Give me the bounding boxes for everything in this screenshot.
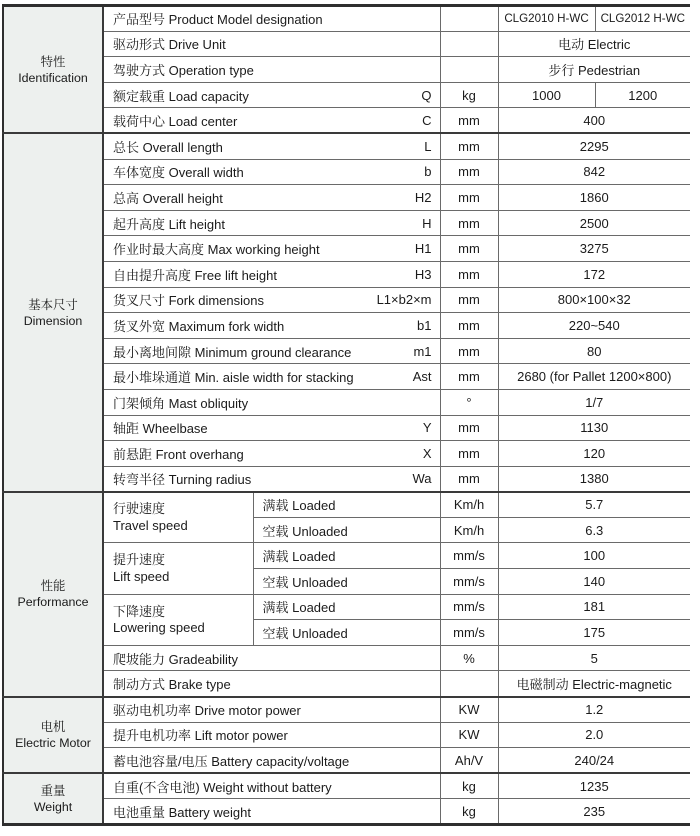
param-name-cell <box>103 287 440 313</box>
load-state-cell: 满载 Loaded <box>253 543 440 569</box>
param-group-lowering-speed <box>103 594 253 645</box>
unit-cell: % <box>440 645 498 671</box>
param-name-cell <box>103 236 440 262</box>
param-label: 货叉尺寸 Fork dimensions <box>113 293 264 309</box>
table-row <box>3 133 690 159</box>
section-label-en: Weight <box>33 799 73 814</box>
table-row <box>3 6 690 32</box>
table-row <box>3 57 690 83</box>
param-label: 驱动电机功率 Drive motor power <box>113 703 301 719</box>
unit-cell: mm <box>440 313 498 339</box>
value-cell: 2.0 <box>498 722 690 748</box>
param-name-cell <box>103 6 440 32</box>
param-name-cell <box>103 645 440 671</box>
unit-cell: mm <box>440 364 498 390</box>
param-symbol: m1 <box>413 343 432 359</box>
unit-cell: kg <box>440 773 498 799</box>
param-symbol: Ast <box>412 369 432 385</box>
param-label: 作业时最大高度 Max working height <box>113 242 320 258</box>
param-name-cell <box>103 722 440 748</box>
section-label-en: Identification <box>18 70 88 85</box>
param-name-cell <box>103 185 440 211</box>
unit-cell <box>440 671 498 697</box>
param-symbol: Y <box>422 420 432 436</box>
unit-cell: mm <box>440 185 498 211</box>
param-symbol: C <box>422 112 432 128</box>
param-group-travel-speed <box>103 492 253 543</box>
param-name-cell <box>103 133 440 159</box>
value-cell: 120 <box>498 441 690 467</box>
value-cell: 235 <box>498 799 690 825</box>
value-cell: 220~540 <box>498 313 690 339</box>
value-cell: 1130 <box>498 415 690 441</box>
unit-cell: mm <box>440 133 498 159</box>
table-row <box>3 594 690 620</box>
param-symbol: H1 <box>414 241 432 257</box>
section-label-en: Electric Motor <box>15 735 91 750</box>
unit-cell: mm <box>440 441 498 467</box>
param-name-cell <box>103 697 440 723</box>
unit-cell: mm/s <box>440 620 498 646</box>
table-row <box>3 31 690 57</box>
load-state-cell: 满载 Loaded <box>253 594 440 620</box>
param-label: 最小离地间隙 Minimum ground clearance <box>113 344 352 360</box>
group-label-en: Travel speed <box>113 517 188 533</box>
value-cell: 100 <box>498 543 690 569</box>
unit-cell: mm <box>440 466 498 492</box>
param-group-lift-speed <box>103 543 253 594</box>
value-cell: 172 <box>498 261 690 287</box>
table-row <box>3 159 690 185</box>
unit-cell: kg <box>440 82 498 108</box>
value-cell-capacity-1: 1000 <box>498 82 595 108</box>
table-row <box>3 645 690 671</box>
unit-cell: KW <box>440 722 498 748</box>
group-label-zh: 行驶速度 <box>113 501 166 517</box>
section-label-en: Dimension <box>23 313 83 328</box>
unit-cell: mm/s <box>440 569 498 595</box>
param-name-cell <box>103 748 440 774</box>
param-name-cell <box>103 82 440 108</box>
table-row <box>3 185 690 211</box>
value-cell: 2680 (for Pallet 1200×800) <box>498 364 690 390</box>
section-label-zh: 特性 <box>40 54 66 69</box>
param-symbol: H2 <box>414 189 432 205</box>
section-label-performance <box>3 492 103 697</box>
value-cell: 80 <box>498 338 690 364</box>
unit-cell: mm <box>440 210 498 236</box>
param-symbol: L1×b2×m <box>376 292 432 308</box>
param-label: 提升电机功率 Lift motor power <box>113 728 288 744</box>
table-row <box>3 748 690 774</box>
group-label-zh: 提升速度 <box>113 552 166 568</box>
value-cell: 1235 <box>498 773 690 799</box>
value-cell-capacity-2: 1200 <box>595 82 690 108</box>
load-state-cell: 空载 Unloaded <box>253 569 440 595</box>
param-label: 起升高度 Lift height <box>113 216 225 232</box>
param-symbol: Wa <box>412 471 432 487</box>
unit-cell: mm <box>440 287 498 313</box>
value-cell: 2500 <box>498 210 690 236</box>
value-cell: 2295 <box>498 133 690 159</box>
param-label: 产品型号 Product Model designation <box>113 12 323 28</box>
value-cell: 电磁制动 Electric-magnetic <box>498 671 690 697</box>
table-row <box>3 210 690 236</box>
table-row <box>3 82 690 108</box>
value-cell: 842 <box>498 159 690 185</box>
table-row <box>3 773 690 799</box>
param-symbol: X <box>422 445 432 461</box>
table-row <box>3 799 690 825</box>
param-label: 前悬距 Front overhang <box>113 446 244 462</box>
value-cell: 1.2 <box>498 697 690 723</box>
value-cell: 步行 Pedestrian <box>498 57 690 83</box>
section-label-zh: 性能 <box>40 579 66 594</box>
section-label-weight <box>3 773 103 824</box>
unit-cell: Km/h <box>440 492 498 518</box>
param-label: 轴距 Wheelbase <box>113 421 208 437</box>
table-row <box>3 338 690 364</box>
param-label: 最小堆垛通道 Min. aisle width for stacking <box>113 370 354 386</box>
param-label: 转弯半径 Turning radius <box>113 472 252 488</box>
section-label-zh: 电机 <box>40 719 66 734</box>
param-symbol: L <box>424 139 432 155</box>
table-row <box>3 261 690 287</box>
unit-cell <box>440 31 498 57</box>
table-row <box>3 543 690 569</box>
group-label-en: Lowering speed <box>113 619 205 635</box>
table-row <box>3 389 690 415</box>
param-label: 爬坡能力 Gradeability <box>113 651 238 667</box>
value-cell: 1380 <box>498 466 690 492</box>
unit-cell: ° <box>440 389 498 415</box>
param-name-cell <box>103 108 440 134</box>
table-row <box>3 492 690 518</box>
param-label: 车体宽度 Overall width <box>113 165 244 181</box>
unit-cell: mm <box>440 261 498 287</box>
table-row <box>3 671 690 697</box>
spec-table <box>2 4 690 826</box>
param-label: 自由提升高度 Free lift height <box>113 267 277 283</box>
unit-cell: Ah/V <box>440 748 498 774</box>
section-label-en: Performance <box>17 595 89 610</box>
param-symbol: H <box>422 215 432 231</box>
param-label: 总高 Overall height <box>113 190 223 206</box>
value-cell: 5.7 <box>498 492 690 518</box>
unit-cell: mm <box>440 338 498 364</box>
param-symbol: H3 <box>414 266 432 282</box>
section-label-dimension <box>3 133 103 491</box>
value-cell: 240/24 <box>498 748 690 774</box>
unit-cell: Km/h <box>440 517 498 543</box>
group-label-zh: 下降速度 <box>113 603 166 619</box>
unit-cell: mm <box>440 159 498 185</box>
load-state-cell: 空载 Unloaded <box>253 620 440 646</box>
param-symbol: b1 <box>417 317 432 333</box>
load-state-cell: 空载 Unloaded <box>253 517 440 543</box>
param-name-cell <box>103 773 440 799</box>
table-row <box>3 287 690 313</box>
param-name-cell <box>103 210 440 236</box>
value-cell: 175 <box>498 620 690 646</box>
param-label: 门架倾角 Mast obliquity <box>113 395 249 411</box>
value-cell: 3275 <box>498 236 690 262</box>
value-cell: 140 <box>498 569 690 595</box>
param-label: 载荷中心 Load center <box>113 113 238 129</box>
param-label: 驾驶方式 Operation type <box>113 62 254 78</box>
param-name-cell <box>103 466 440 492</box>
param-label: 货叉外宽 Maximum fork width <box>113 318 285 334</box>
table-row <box>3 313 690 339</box>
value-cell: 1/7 <box>498 389 690 415</box>
section-label-zh: 重量 <box>40 783 66 798</box>
value-cell-model-2: CLG2012 H-WC <box>595 6 690 32</box>
unit-cell: mm/s <box>440 543 498 569</box>
value-cell: 电动 Electric <box>498 31 690 57</box>
param-label: 额定载重 Load capacity <box>113 88 249 104</box>
param-label: 驱动形式 Drive Unit <box>113 37 226 53</box>
table-row <box>3 441 690 467</box>
value-cell-model-1: CLG2010 H-WC <box>498 6 595 32</box>
value-cell: 181 <box>498 594 690 620</box>
param-name-cell <box>103 671 440 697</box>
table-row <box>3 364 690 390</box>
param-name-cell <box>103 415 440 441</box>
section-label-identification <box>3 6 103 134</box>
value-cell: 400 <box>498 108 690 134</box>
table-row <box>3 697 690 723</box>
value-cell: 1860 <box>498 185 690 211</box>
table-row <box>3 236 690 262</box>
load-state-cell: 满载 Loaded <box>253 492 440 518</box>
unit-cell: mm <box>440 236 498 262</box>
param-name-cell <box>103 364 440 390</box>
param-label: 制动方式 Brake type <box>113 676 231 692</box>
table-row <box>3 415 690 441</box>
param-name-cell <box>103 159 440 185</box>
unit-cell <box>440 6 498 32</box>
param-name-cell <box>103 31 440 57</box>
param-label: 自重(不含电池) Weight without battery <box>113 779 332 795</box>
section-label-zh: 基本尺寸 <box>28 297 78 312</box>
param-symbol: b <box>424 164 432 180</box>
table-row <box>3 722 690 748</box>
group-label-en: Lift speed <box>113 568 170 584</box>
value-cell: 6.3 <box>498 517 690 543</box>
unit-cell <box>440 57 498 83</box>
param-name-cell <box>103 389 440 415</box>
param-label: 蓄电池容量/电压 Battery capacity/voltage <box>113 753 350 769</box>
unit-cell: KW <box>440 697 498 723</box>
param-name-cell <box>103 261 440 287</box>
value-cell: 800×100×32 <box>498 287 690 313</box>
param-name-cell <box>103 441 440 467</box>
unit-cell: mm <box>440 415 498 441</box>
param-label: 总长 Overall length <box>113 140 223 156</box>
value-cell: 5 <box>498 645 690 671</box>
unit-cell: kg <box>440 799 498 825</box>
table-row <box>3 108 690 134</box>
param-symbol: Q <box>421 87 432 103</box>
param-name-cell <box>103 799 440 825</box>
param-label: 电池重量 Battery weight <box>113 804 251 820</box>
param-name-cell <box>103 313 440 339</box>
unit-cell: mm <box>440 108 498 134</box>
unit-cell: mm/s <box>440 594 498 620</box>
table-row <box>3 466 690 492</box>
section-label-motor <box>3 697 103 774</box>
param-name-cell <box>103 57 440 83</box>
param-name-cell <box>103 338 440 364</box>
